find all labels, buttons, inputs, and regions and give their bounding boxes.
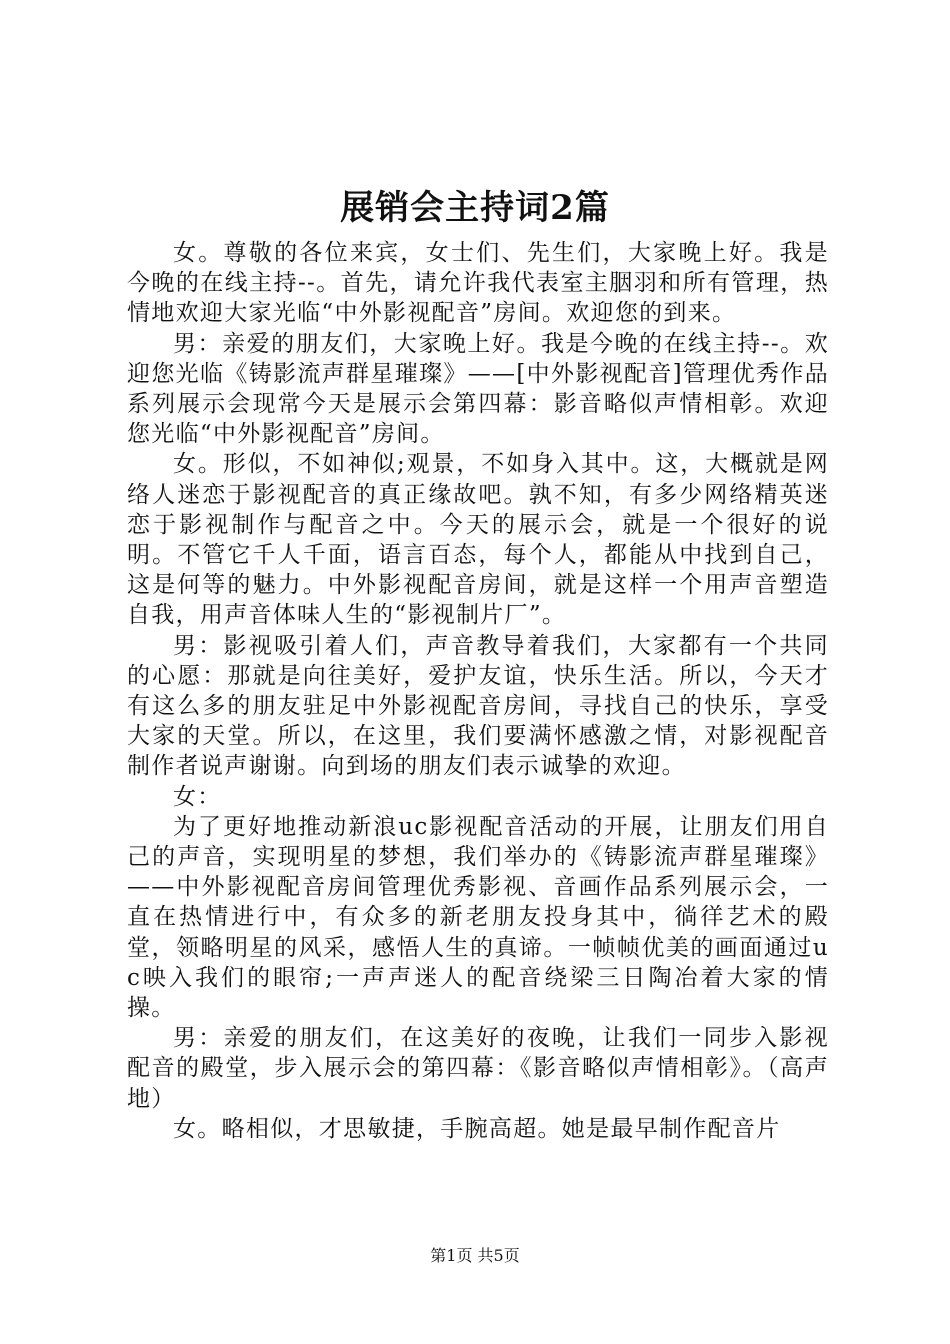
paragraph-3: 女。形似，不如神似;观景，不如身入其中。这，大概就是网络人迷恋于影视配音的真正缘故吧。孰不知，有多少网络精英迷恋于影视制作与配音之中。今天的展示会，就是一个很好的说明。不管它千人千面，语言百态，每个人，都能从中找到自己，这是何等的魅力。中外影视配音房间，就是这样一个用声音塑造自我，用声音体味人生的“影视制片厂”。 [127,451,829,629]
paragraph-5: 女： [173,783,222,810]
paragraph-6: 为了更好地推动新浪uc影视配音活动的开展，让朋友们用自己的声音，实现明星的梦想，我们举办的《铸影流声群星璀璨》——中外影视配音房间管理优秀影视、音画作品系列展示会，一直在热情进行中，有众多的新老朋友投身其中，徜徉艺术的殿堂，领略明星的风采，感悟人生的真谛。一帧帧优美的画面通过uc映入我们的眼帘;一声声迷人的配音绕梁三日陶冶着大家的情操。 [127,813,829,1022]
document-title: 展销会主持词2篇 [340,188,610,228]
paragraph-1: 女。尊敬的各位来宾，女士们、先生们，大家晚上好。我是今晚的在线主持--。首先，请允许我代表室主胭羽和所有管理，热情地欢迎大家光临“中外影视配音”房间。欢迎您的到来。 [127,240,829,327]
page-footer: 第1页 共5页 [430,1246,520,1265]
paragraph-7: 男：亲爱的朋友们，在这美好的夜晚，让我们一同步入影视配音的殿堂，步入展示会的第四幕：《影音略似声情相彰》。（高声地） [127,1025,829,1112]
paragraph-4: 男：影视吸引着人们，声音教导着我们，大家都有一个共同的心愿：那就是向往美好，爱护友谊，快乐生活。所以，今天才有这么多的朋友驻足中外影视配音房间，寻找自己的快乐，享受大家的天堂。所以，在这里，我们要满怀感激之情，对影视配音制作者说声谢谢。向到场的朋友们表示诚挚的欢迎。 [127,632,829,780]
document-body [127,238,829,1144]
paragraph-2: 男：亲爱的朋友们，大家晚上好。我是今晚的在线主持--。欢迎您光临《铸影流声群星璀璨》——[中外影视配音]管理优秀作品系列展示会现常今天是展示会第四幕：影音略似声情相彰。欢迎您光临“中外影视配音”房间。 [127,330,829,448]
paragraph-8: 女。略相似，才思敏捷，手腕高超。她是最早制作配音片 [173,1115,781,1142]
